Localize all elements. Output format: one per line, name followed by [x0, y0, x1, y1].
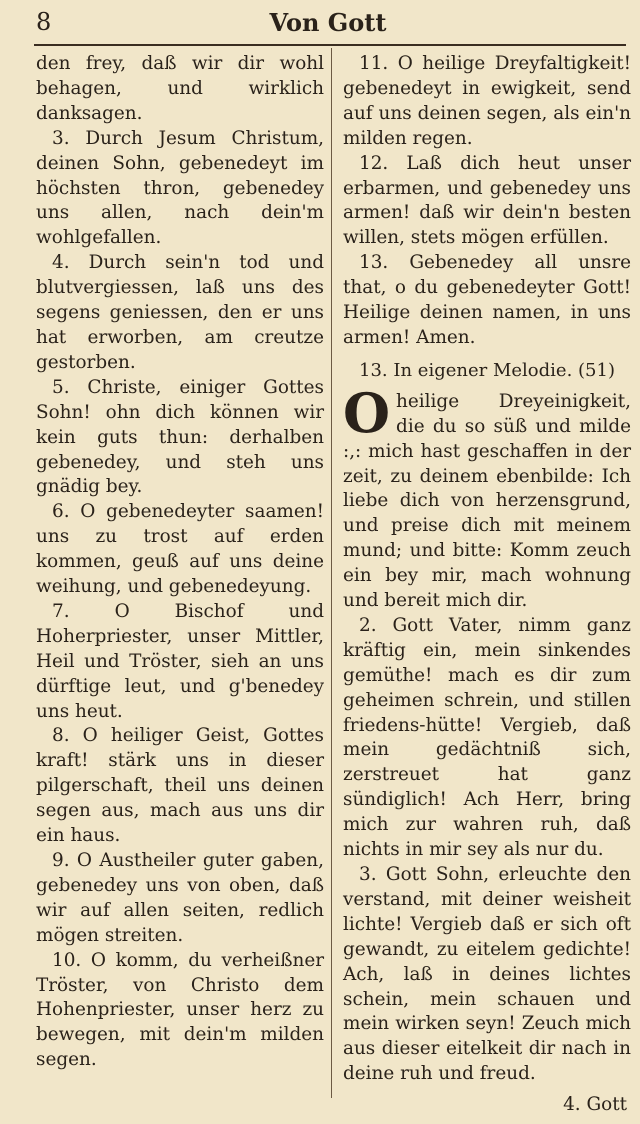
hymn-verse-1: Oheilige Dreyeinigkeit, die du so süß und milde :,: mich hast geschaffen in der zeit, zu deinem ebenbilde: Ich liebe dich von herzensgrund, und preise dich mit meinem mund; und bitte: Komm zeuch ein bey mir, mach wohnung und bereit mich dir. — [343, 380, 631, 612]
verse-text: 4. Durch sein'n tod und blutvergiessen, laß uns des segens geniessen, den er uns hat erworben, am creutze gestorben. — [36, 252, 324, 373]
page-header — [36, 4, 620, 40]
running-title: Von Gott — [269, 8, 387, 37]
verse-text: 7. O Bischof und Hoherpriester, unser Mittler, Heil und Tröster, sieh an uns dürftige leut, und g'benedey uns heut. — [36, 600, 324, 722]
catchword: 4. Gott — [563, 1094, 627, 1116]
verse-text: 11. O heilige Dreyfaltigkeit! gebenedeyt in ewigkeit, send auf uns deinen segen, als ein'n milden regen. — [343, 53, 631, 149]
verse-text: den frey, daß wir dir wohl behagen, und wirklich danksagen. — [36, 53, 324, 124]
verse-text: 5. Christe, einiger Gottes Sohn! ohn dich können wir kein guts thun: derhalben gebenedey, und steh uns gnädig bey. — [36, 376, 324, 498]
verse-text: 10. O komm, du verheißner Tröster, von Christo dem Hohenpriester, unser herz zu bewegen, mit dein'm milden segen. — [36, 949, 324, 1071]
verse-text: 3. Durch Jesum Christum, deinen Sohn, gebenedeyt im höchsten thron, gebenedey uns allen, nach dein'm wohlgefallen. — [36, 127, 324, 249]
verse-text: 3. Gott Sohn, erleuchte den verstand, mit deiner weisheit lichte! Vergieb daß er sich oft gewandt, zu eitelem gedichte! Ach, laß in deines lichtes schein, mein schauen und mein wirken seyn! Zeuch mich aus dieser eitelkeit dir nach in deine ruh und freud. — [343, 864, 631, 1085]
verse-text: 2. Gott Vater, nimm ganz kräftig ein, mein sinkendes gemüthe! mach es dir zum geheimen schrein, und stillen friedens-hütte! Vergieb, daß mein gedächtniß sich, zerstreuet hat ganz sündiglich! Ach Herr, bring mich zur wahren ruh, daß nichts in mir sey als nur du. — [343, 614, 631, 861]
left-column — [36, 52, 324, 1073]
verse-text: 13. Gebenedey all unsre that, o du gebenedeyter Gott! Heilige deinen namen, in uns armen! Amen. — [343, 252, 631, 348]
verse-text: 9. O Austheiler guter gaben, gebenedey uns von oben, daß wir auf allen seiten, redlich mögen streiten. — [36, 850, 324, 946]
page-number: 8 — [36, 8, 52, 36]
right-column — [343, 52, 631, 1118]
column-divider — [331, 48, 332, 1098]
verse-text: 8. O heiliger Geist, Gottes kraft! stärk uns in dieser pilgerschaft, theil uns deinen segen aus, mach aus uns dir ein haus. — [36, 725, 324, 847]
header-rule — [34, 44, 626, 46]
verse-text: 6. O gebenedeyter saamen! uns zu trost auf erden kommen, geuß auf uns deine weihung, und gebenedeyung. — [36, 501, 324, 598]
verse-text: 12. Laß dich heut unser erbarmen, und gebenedey uns armen! daß wir dein'n besten willen, stets mögen erfüllen. — [343, 152, 631, 249]
hymn-heading: 13. In eigener Melodie. (51) — [359, 359, 615, 381]
